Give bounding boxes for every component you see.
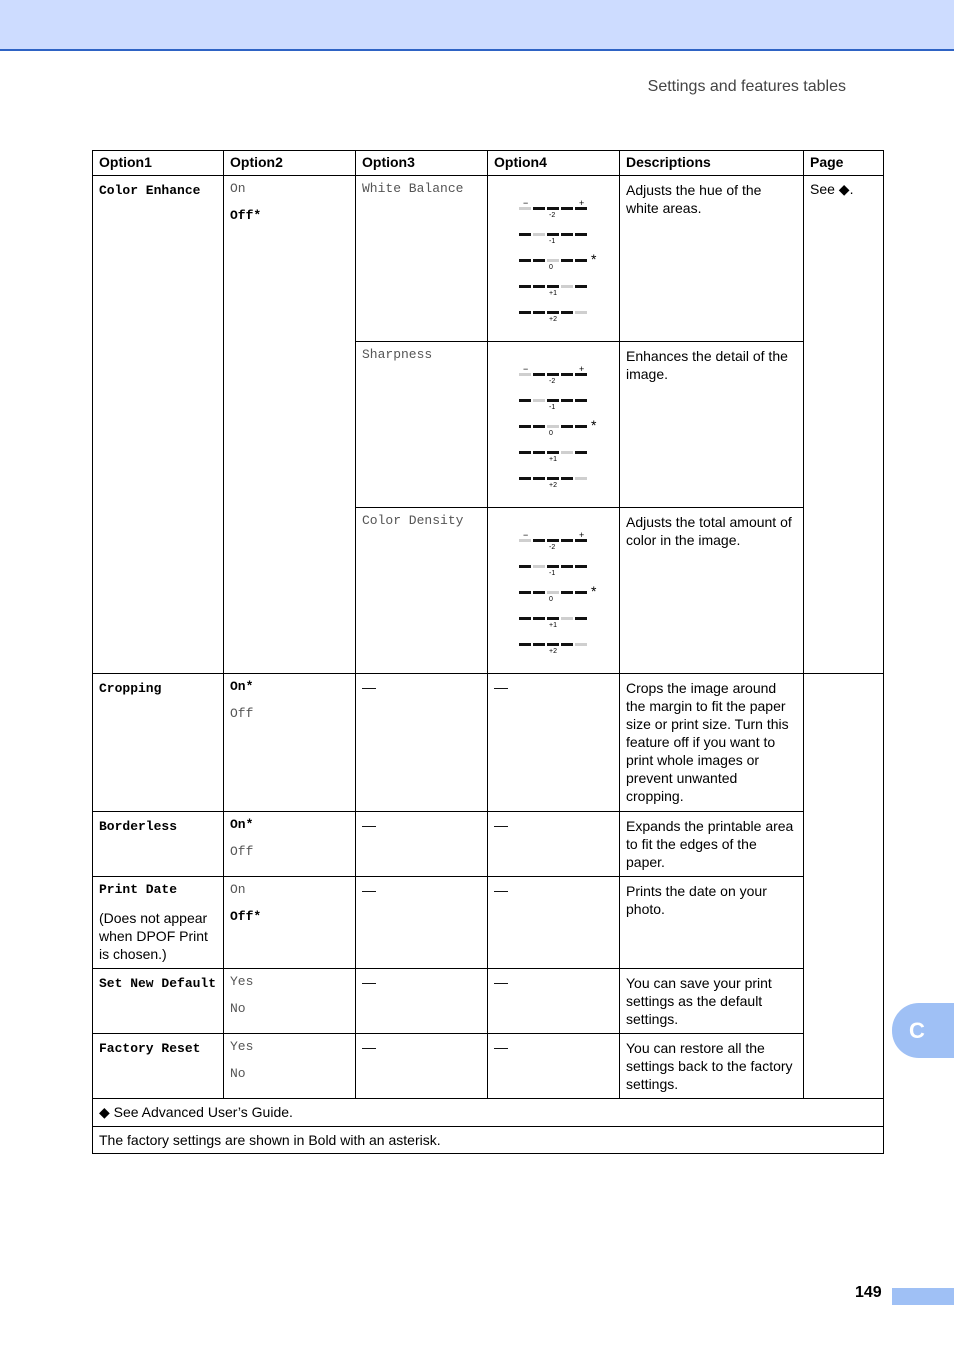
- scale-segment: [547, 373, 559, 376]
- page-cell: [804, 674, 884, 1099]
- scale-minus-label: −: [523, 198, 529, 208]
- scale-segment: [575, 565, 587, 568]
- scale-segment: [519, 311, 531, 314]
- option-value: Off: [230, 706, 254, 721]
- option2-cell: [224, 176, 356, 674]
- scale-segment: [547, 311, 559, 314]
- scale-segment: [575, 617, 587, 620]
- column-header: Page: [804, 151, 884, 176]
- scale-segment: [547, 399, 559, 402]
- scale-level: [519, 259, 589, 273]
- appendix-tab[interactable]: C: [892, 1003, 954, 1058]
- scale-segment: [519, 233, 531, 236]
- table-header-row: [93, 151, 884, 176]
- scale-tick-label: -2: [549, 544, 556, 551]
- scale-level: [519, 451, 589, 465]
- table-row: [93, 969, 884, 1034]
- scale-segment: [561, 233, 573, 236]
- footnote-row: [93, 1127, 884, 1154]
- scale-level: [519, 643, 589, 657]
- scale-segment: [533, 451, 545, 454]
- factory-settings-note: The factory settings are shown in Bold with an asterisk.: [93, 1127, 884, 1154]
- description-cell: Enhances the detail of the image.: [620, 342, 804, 508]
- scale-segment: [561, 425, 573, 428]
- description-cell: Expands the printable area to fit the edges of the paper.: [620, 812, 804, 877]
- advanced-guide-note: ◆ See Advanced User’s Guide.: [93, 1099, 884, 1127]
- column-header: Option3: [356, 151, 488, 176]
- option-value-default: On*: [230, 679, 254, 694]
- scale-segment: [547, 565, 559, 568]
- scale-level: [519, 198, 589, 221]
- page-number: 149: [855, 1284, 882, 1301]
- scale-segment: [547, 451, 559, 454]
- scale-segment: [533, 425, 545, 428]
- option2-cell: [224, 674, 356, 812]
- option3-cell: —: [356, 877, 488, 969]
- scale-segment: [561, 477, 573, 480]
- scale-segment: [547, 285, 559, 288]
- scale-level: [519, 285, 589, 299]
- scale-segment: [533, 565, 545, 568]
- scale-segment: [533, 477, 545, 480]
- option-value: Off: [230, 844, 254, 859]
- scale-tick-label: 0: [549, 430, 553, 437]
- scale-level: [519, 425, 589, 439]
- scale-minus-label: −: [523, 364, 529, 374]
- scale-segment: [519, 565, 531, 568]
- scale-segment: [547, 539, 559, 542]
- option-value-default: Off*: [230, 909, 262, 924]
- scale-plus-label: +: [579, 364, 585, 374]
- option-value: Yes: [230, 1039, 254, 1054]
- description-cell: Adjusts the total amount of color in the image.: [620, 508, 804, 674]
- scale-segment: [561, 207, 573, 210]
- page-number-bar: [892, 1288, 954, 1305]
- scale-segment: [575, 425, 587, 428]
- scale-segment: [561, 643, 573, 646]
- scale-tick-label: -1: [549, 570, 556, 577]
- option1-cell: Set New Default: [93, 969, 224, 1034]
- scale-segment: [547, 259, 559, 262]
- option4-cell: —: [488, 674, 620, 812]
- description-cell: Crops the image around the margin to fit the paper size or print size. Turn this feature off if you want to print whole images or prevent unwanted cropping.: [620, 674, 804, 812]
- scale-segment: [519, 643, 531, 646]
- scale-segment: [575, 311, 587, 314]
- scale-segment: [533, 399, 545, 402]
- level-scale-cell: [488, 342, 620, 508]
- scale-level: [519, 233, 589, 247]
- option-value: No: [230, 1001, 246, 1016]
- option-value-default: On*: [230, 817, 254, 832]
- scale-tick-label: +1: [549, 456, 557, 463]
- scale-segment: [575, 591, 587, 594]
- column-header: Descriptions: [620, 151, 804, 176]
- option3-cell: Sharpness: [356, 342, 488, 508]
- option1-cell: Color Enhance: [93, 176, 224, 674]
- scale-segment: [519, 451, 531, 454]
- scale-tick-label: +2: [549, 316, 557, 323]
- scale-segment: [575, 399, 587, 402]
- scale-segment: [533, 539, 545, 542]
- scale-segment: [519, 591, 531, 594]
- scale-segment: [561, 373, 573, 376]
- scale-segment: [561, 591, 573, 594]
- option3-cell: —: [356, 969, 488, 1034]
- option-value: No: [230, 1066, 246, 1081]
- scale-tick-label: +2: [549, 482, 557, 489]
- scale-segment: [533, 643, 545, 646]
- scale-tick-label: +1: [549, 290, 557, 297]
- scale-segment: [575, 477, 587, 480]
- scale-segment: [533, 591, 545, 594]
- scale-plus-label: +: [579, 530, 585, 540]
- scale-tick-label: 0: [549, 264, 553, 271]
- scale-level: [519, 399, 589, 413]
- option-value: On: [230, 882, 246, 897]
- scale-plus-label: +: [579, 198, 585, 208]
- level-scale-cell: [488, 176, 620, 342]
- scale-segment: [533, 373, 545, 376]
- scale-segment: [519, 425, 531, 428]
- scale-segment: [575, 259, 587, 262]
- table-row: [93, 176, 884, 342]
- scale-level: [519, 591, 589, 605]
- scale-segment: [575, 643, 587, 646]
- option2-cell: [224, 812, 356, 877]
- page-header-title: Settings and features tables: [647, 78, 846, 95]
- scale-segment: [561, 311, 573, 314]
- settings-table: [92, 150, 884, 1154]
- scale-segment: [547, 207, 559, 210]
- option1-cell: Factory Reset: [93, 1034, 224, 1099]
- option2-cell: [224, 969, 356, 1034]
- option2-cell: [224, 877, 356, 969]
- scale-segment: [561, 399, 573, 402]
- scale-segment: [547, 591, 559, 594]
- default-marker: *: [591, 583, 597, 599]
- scale-tick-label: -1: [549, 404, 556, 411]
- scale-tick-label: 0: [549, 596, 553, 603]
- scale-minus-label: −: [523, 530, 529, 540]
- scale-segment: [519, 477, 531, 480]
- scale-segment: [547, 233, 559, 236]
- scale-level: [519, 477, 589, 491]
- scale-tick-label: -2: [549, 378, 556, 385]
- option4-cell: —: [488, 1034, 620, 1099]
- option3-cell: —: [356, 812, 488, 877]
- scale-segment: [561, 565, 573, 568]
- option3-cell: White Balance: [356, 176, 488, 342]
- option4-cell: —: [488, 812, 620, 877]
- option-value-default: Off*: [230, 208, 262, 223]
- option1-note: (Does not appear when DPOF Print is chosen.): [99, 910, 208, 962]
- scale-segment: [533, 259, 545, 262]
- scale-segment: [519, 285, 531, 288]
- scale-level: [519, 565, 589, 579]
- table-row: [93, 877, 884, 969]
- option2-cell: [224, 1034, 356, 1099]
- scale-segment: [561, 617, 573, 620]
- scale-segment: [519, 399, 531, 402]
- scale-segment: [519, 617, 531, 620]
- description-cell: You can save your print settings as the default settings.: [620, 969, 804, 1034]
- page-cell: See ◆.: [804, 176, 884, 674]
- scale-tick-label: -2: [549, 212, 556, 219]
- description-cell: Adjusts the hue of the white areas.: [620, 176, 804, 342]
- scale-segment: [575, 285, 587, 288]
- option-value: On: [230, 181, 246, 196]
- level-scale-cell: [488, 508, 620, 674]
- scale-segment: [533, 207, 545, 210]
- scale-segment: [533, 311, 545, 314]
- option1-cell: Print Date (Does not appear when DPOF Print is chosen.): [93, 877, 224, 969]
- scale-tick-label: +2: [549, 648, 557, 655]
- column-header: Option2: [224, 151, 356, 176]
- scale-segment: [561, 285, 573, 288]
- scale-tick-label: +1: [549, 622, 557, 629]
- scale-segment: [547, 617, 559, 620]
- option1-cell: Cropping: [93, 674, 224, 812]
- scale-level: [519, 364, 589, 387]
- top-banner: [0, 0, 954, 51]
- scale-tick-label: -1: [549, 238, 556, 245]
- option3-cell: —: [356, 674, 488, 812]
- column-header: Option1: [93, 151, 224, 176]
- footnote-row: [93, 1099, 884, 1127]
- scale-segment: [519, 259, 531, 262]
- scale-segment: [547, 425, 559, 428]
- table-row: [93, 812, 884, 877]
- description-cell: You can restore all the settings back to the factory settings.: [620, 1034, 804, 1099]
- scale-segment: [533, 285, 545, 288]
- scale-level: [519, 617, 589, 631]
- scale-level: [519, 311, 589, 325]
- option3-cell: —: [356, 1034, 488, 1099]
- default-marker: *: [591, 251, 597, 267]
- scale-segment: [547, 477, 559, 480]
- description-cell: Prints the date on your photo.: [620, 877, 804, 969]
- scale-segment: [533, 617, 545, 620]
- scale-level: [519, 530, 589, 553]
- option1-cell: Borderless: [93, 812, 224, 877]
- option-value: Yes: [230, 974, 254, 989]
- option3-cell: Color Density: [356, 508, 488, 674]
- scale-segment: [561, 451, 573, 454]
- scale-segment: [575, 451, 587, 454]
- default-marker: *: [591, 417, 597, 433]
- scale-segment: [547, 643, 559, 646]
- scale-segment: [561, 539, 573, 542]
- scale-segment: [533, 233, 545, 236]
- table-row: [93, 1034, 884, 1099]
- option4-cell: —: [488, 969, 620, 1034]
- column-header: Option4: [488, 151, 620, 176]
- scale-segment: [561, 259, 573, 262]
- scale-segment: [575, 233, 587, 236]
- table-row: [93, 674, 884, 812]
- option4-cell: —: [488, 877, 620, 969]
